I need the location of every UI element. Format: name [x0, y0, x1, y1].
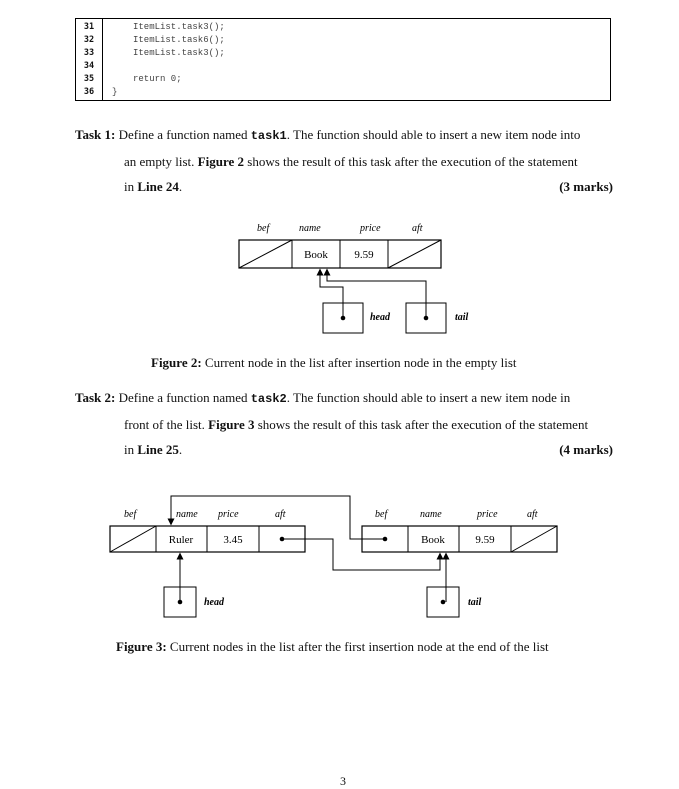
task1-text-b: . The function should able to insert a new item node into: [286, 127, 581, 142]
fig2-head-label: head: [370, 312, 390, 323]
fig2-label-bef: bef: [257, 223, 270, 234]
task1-line3-b: .: [178, 179, 183, 194]
task2-line2-b: shows the result of this task after the execution of the statement: [254, 417, 589, 432]
task1-line3-a: in: [124, 179, 138, 194]
line-number: 36: [83, 87, 95, 97]
task2-text-a: Define a function named: [118, 390, 251, 405]
figure3-diagram: [110, 496, 557, 617]
line-number: 32: [83, 35, 95, 45]
task1-text-a: Define a function named: [118, 127, 251, 142]
task2-line2-a: front of the list.: [124, 417, 209, 432]
task1-line-ref: Line 24: [137, 179, 179, 194]
fig3-node1-label-aft: aft: [275, 509, 286, 520]
task2-line1: [75, 385, 613, 412]
line-number: 35: [83, 74, 95, 84]
task2-label: Task 2:: [75, 390, 116, 405]
code-text: ItemList.task6();: [133, 35, 225, 45]
fig2-node-price: 9.59: [354, 249, 374, 261]
fig3-tail-label: tail: [468, 597, 482, 608]
figure2-caption: [151, 355, 517, 371]
task2-line3-b: .: [178, 442, 183, 457]
task1-figure-ref: Figure 2: [197, 154, 245, 169]
line-number: 31: [83, 22, 95, 32]
fig3-tail-dot: [441, 600, 446, 605]
fig3-node1-price: 3.45: [223, 534, 243, 546]
fig3-node2-label-bef: bef: [375, 509, 388, 520]
fig3-node1-name: Ruler: [168, 534, 194, 546]
fig3-head-label: head: [204, 597, 224, 608]
fig3-node1-label-name: name: [176, 509, 198, 520]
task2-figure-ref: Figure 3: [208, 417, 255, 432]
task2-block: [75, 385, 613, 462]
task2-marks: (4 marks): [559, 442, 613, 457]
task2-function-name: task2: [250, 392, 287, 406]
figure3-caption: [116, 639, 549, 655]
page-number: 3: [340, 774, 346, 788]
task2-line3-a: in: [124, 442, 138, 457]
fig2-tail-label: tail: [455, 312, 469, 323]
fig2-label-name: name: [299, 223, 321, 234]
figure2-diagram: [239, 223, 469, 333]
task1-marks: (3 marks): [559, 179, 613, 194]
fig2-label-aft: aft: [412, 223, 423, 234]
code-text: ItemList.task3();: [133, 22, 225, 32]
task1-line2-a: an empty list.: [124, 154, 198, 169]
figure2-caption-label: Figure 2:: [151, 355, 202, 370]
figure3-caption-label: Figure 3:: [116, 639, 167, 654]
fig2-label-price: price: [360, 223, 381, 234]
fig3-node2-label-price: price: [477, 509, 498, 520]
fig2-node-name: Book: [304, 249, 328, 261]
task1-line2-b: shows the result of this task after the execution of the statement: [244, 154, 578, 169]
task2-line3: [75, 437, 613, 462]
code-text: ItemList.task3();: [133, 48, 225, 58]
task2-line-ref: Line 25: [137, 442, 179, 457]
task1-label: Task 1:: [75, 127, 116, 142]
fig3-node2-label-aft: aft: [527, 509, 538, 520]
line-number: 34: [83, 61, 95, 71]
figure2-caption-text: Current node in the list after insertion node in the empty list: [201, 355, 517, 370]
figure3-caption-text: Current nodes in the list after the first insertion node at the end of the list: [166, 639, 549, 654]
fig3-node2-name: Book: [421, 534, 445, 546]
fig3-node2-label-name: name: [420, 509, 442, 520]
task2-line2: [75, 412, 613, 437]
task2-text-b: . The function should able to insert a new item node in: [286, 390, 571, 405]
line-number: 33: [83, 48, 95, 58]
task1-function-name: task1: [250, 129, 287, 143]
code-text: return 0;: [133, 74, 182, 84]
fig3-node1-label-price: price: [218, 509, 239, 520]
fig3-node2-price: 9.59: [475, 534, 495, 546]
fig3-node1-label-bef: bef: [124, 509, 137, 520]
code-text: }: [112, 87, 118, 97]
